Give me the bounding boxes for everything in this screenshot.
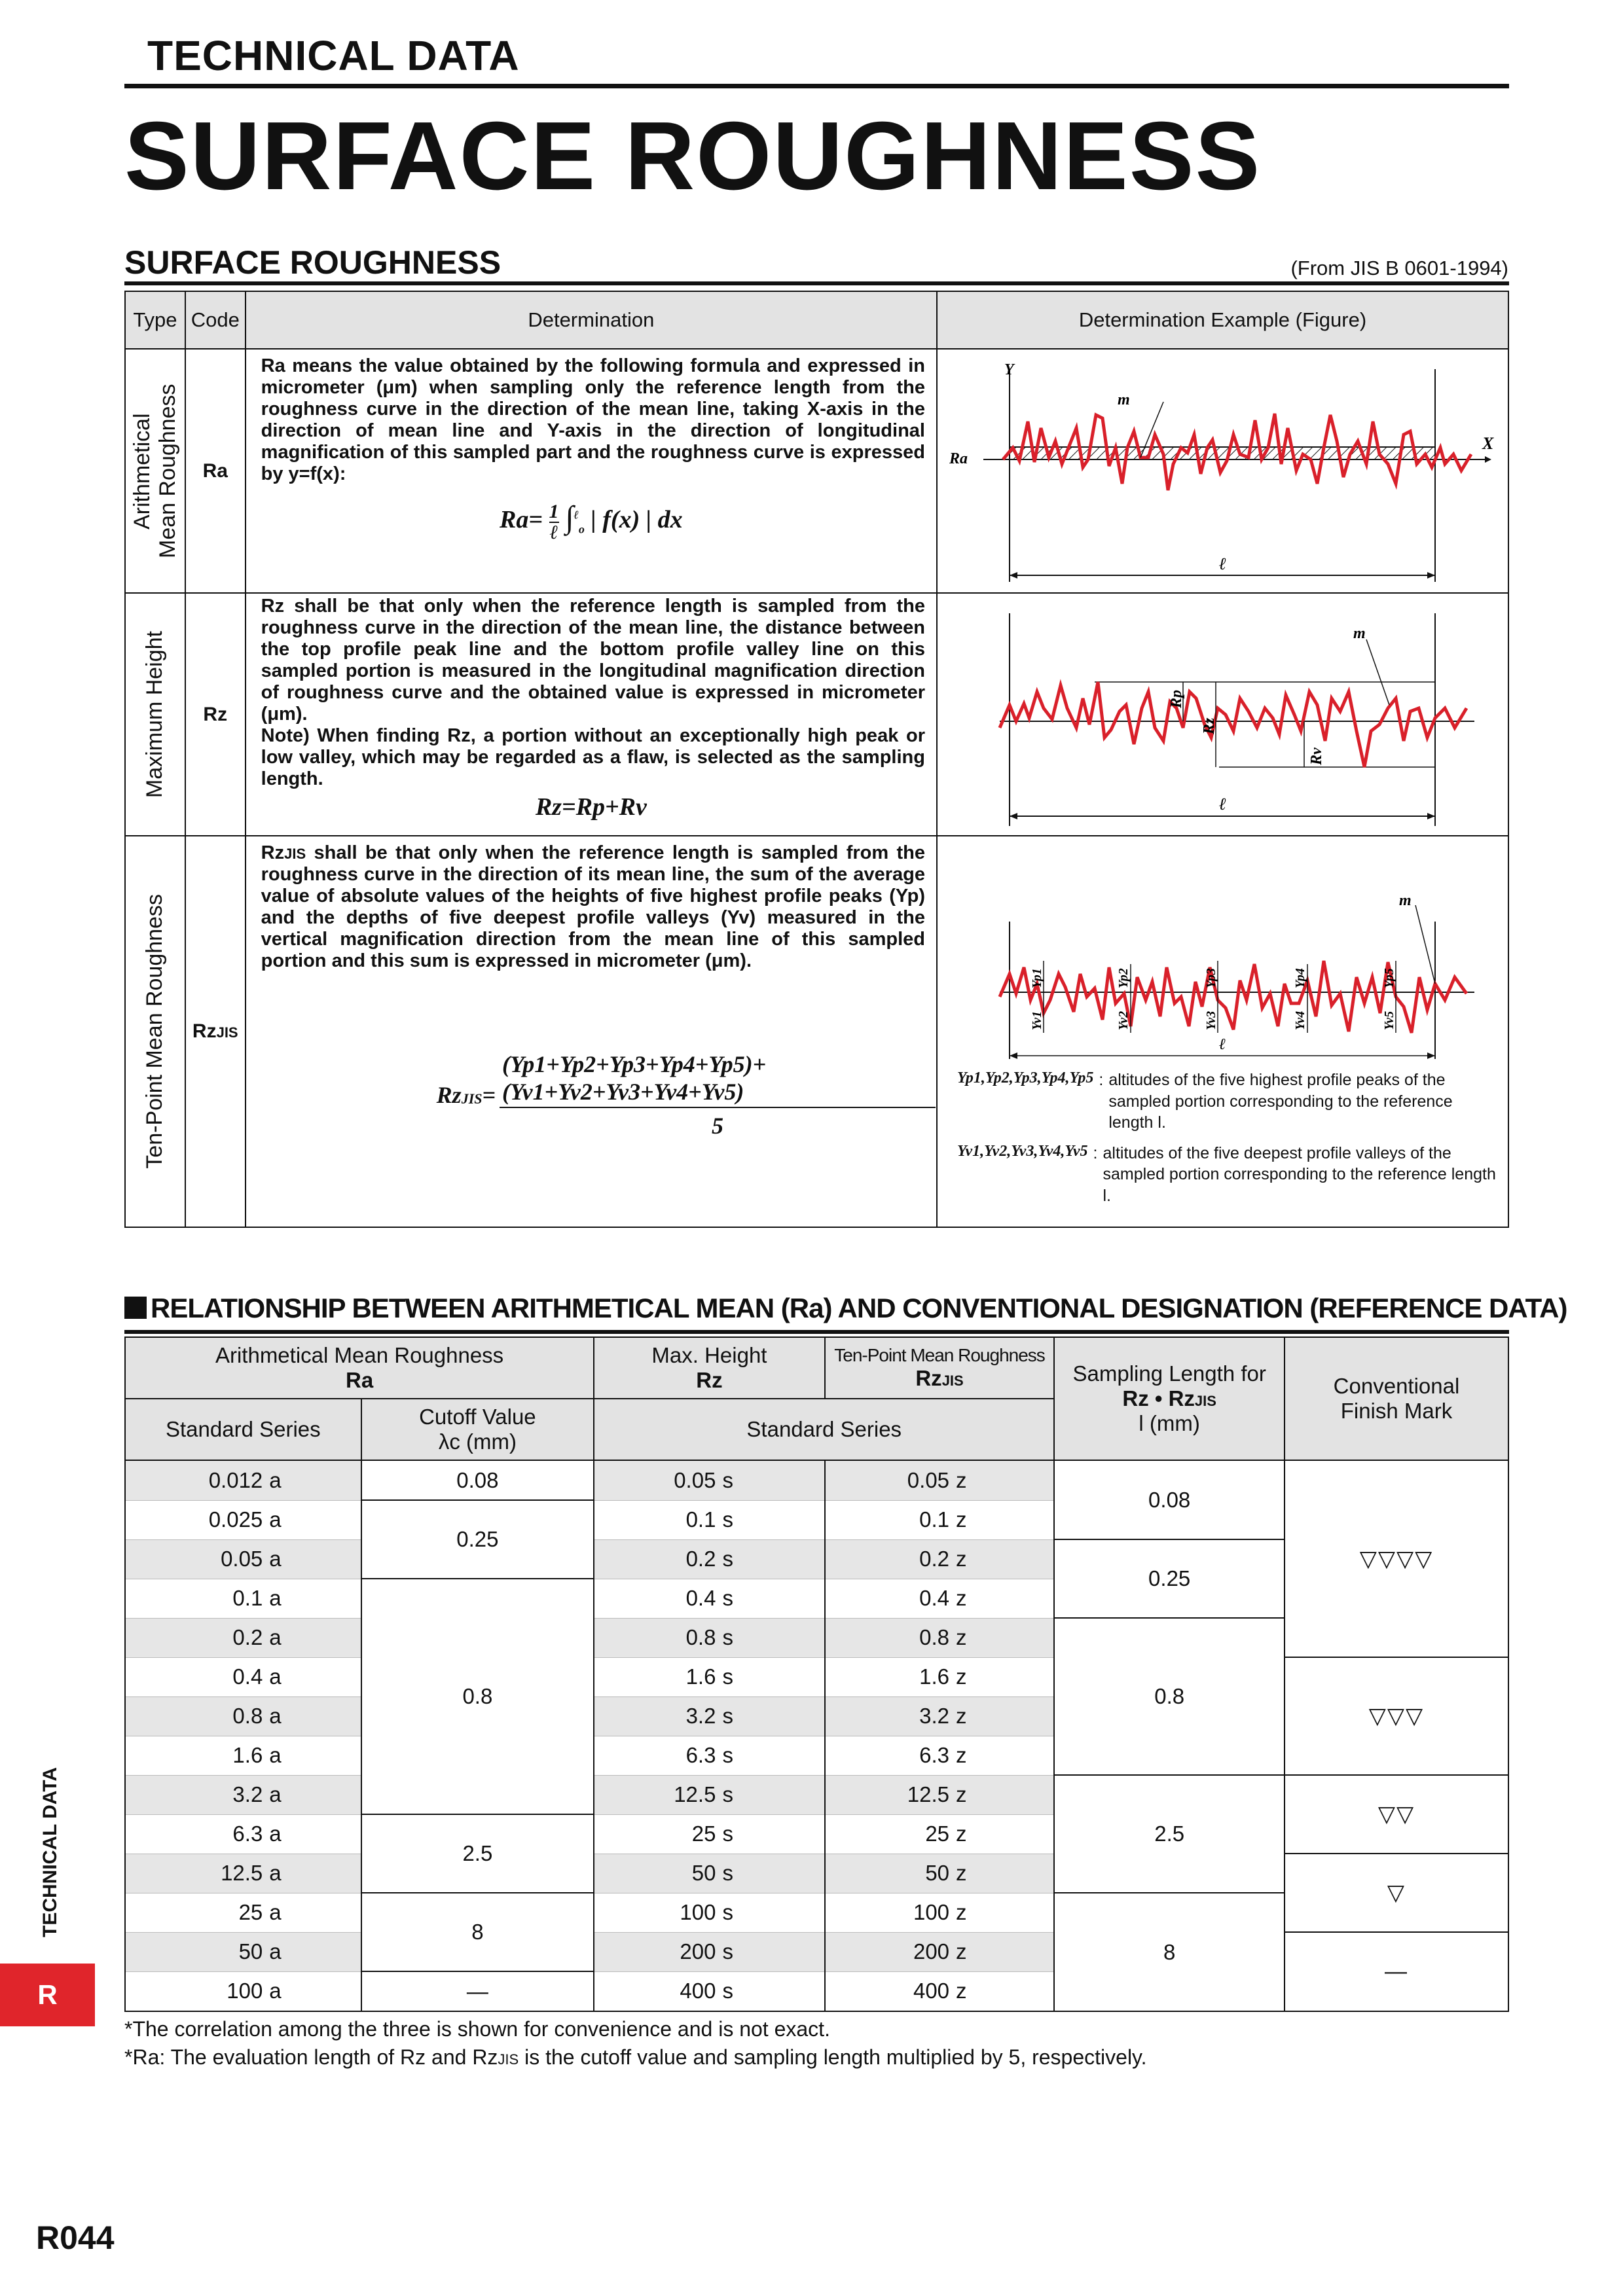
cutoff-value: 8: [361, 1893, 594, 1971]
ra-roughness-figure: [938, 350, 1508, 589]
svg-text:ℓ: ℓ: [1218, 795, 1227, 814]
page-number: R044: [36, 2219, 115, 2256]
header-sampling: Sampling Length for Rz • RzJIS l (mm): [1054, 1337, 1285, 1460]
legend-yp: Yp1,Yp2,Yp3,Yp4,Yp5 : altitudes of the five highest profile peaks of the sampled portion corresponding to the reference length l.: [957, 1069, 1453, 1132]
code-rzjis: RzJIS: [185, 836, 246, 1227]
sampling-length-value: 2.5: [1054, 1775, 1285, 1893]
rz-value: 200 s: [594, 1932, 825, 1971]
table1-header-row: [125, 291, 1508, 349]
ra-value: 12.5 a: [125, 1854, 361, 1893]
table2-title: RELATIONSHIP BETWEEN ARITHMETICAL MEAN (Ra) AND CONVENTIONAL DESIGNATION (REFERENCE DATA): [124, 1293, 1567, 1324]
type-rzjis: Ten-Point Mean Roughness: [142, 894, 168, 1169]
rp-label: Rp: [1167, 689, 1185, 708]
ra-value: 25 a: [125, 1893, 361, 1932]
ra-value: 0.1 a: [125, 1579, 361, 1618]
legend-yv: Yv1,Yv2,Yv3,Yv4,Yv5 : altitudes of the five deepest profile valleys of the sampled portion corresponding to the reference length l.: [957, 1142, 1496, 1205]
relationship-table-body: [125, 1460, 1508, 2011]
type-cell-rz: [125, 593, 185, 836]
yv1-label: Yv1: [1029, 1011, 1044, 1030]
type-rz: Maximum Height: [142, 630, 168, 798]
rz-value: 50 s: [594, 1854, 825, 1893]
ra-value: 0.05 a: [125, 1539, 361, 1579]
type-ra-line2: Mean Roughness: [155, 384, 180, 558]
m-label: m: [1117, 391, 1130, 408]
y-label: Y: [1004, 361, 1014, 378]
yp5-label: Yp5: [1381, 968, 1396, 988]
rzjis-value: 0.4 z: [825, 1579, 1055, 1618]
row-rzjis: [125, 836, 1508, 1227]
figure-ra: [937, 349, 1508, 593]
rz-formula: Rz=Rp+Rv: [535, 793, 647, 821]
roughness-definitions-table: [124, 291, 1509, 1228]
side-label: TECHNICAL DATA: [39, 1767, 61, 1937]
header-ra: Arithmetical Mean Roughness Ra: [125, 1337, 594, 1399]
rzjis-value: 0.1 z: [825, 1500, 1055, 1539]
finish-mark: ▽▽▽: [1285, 1657, 1508, 1775]
ra-value: 1.6 a: [125, 1736, 361, 1775]
rzjis-formula: Rz JIS = $\frac{(Yp1+Yp2+Yp3+Yp4+Yp5)+(Yv1+Yv2+Yv3+Yv4+Yv5)}{5}$: [247, 1050, 936, 1139]
header-cutoff: Cutoff Value λc (mm): [361, 1399, 594, 1460]
yv4-label: Yv4: [1292, 1011, 1307, 1030]
header-type: Type: [125, 291, 185, 349]
code-ra: Ra: [185, 349, 246, 593]
determination-rzjis: [246, 836, 937, 1227]
ra-value: 0.025 a: [125, 1500, 361, 1539]
roughness-curve: [1000, 961, 1467, 1033]
rzjis-value: 3.2 z: [825, 1696, 1055, 1736]
ra-value: 6.3 a: [125, 1814, 361, 1854]
rz-value: 0.05 s: [594, 1460, 825, 1500]
rz-value: 0.4 s: [594, 1579, 825, 1618]
yp3-label: Yp3: [1203, 968, 1218, 988]
rz-value: 0.8 s: [594, 1618, 825, 1657]
rz-value: 400 s: [594, 1971, 825, 2011]
rz-value: 1.6 s: [594, 1657, 825, 1696]
header-finish: Conventional Finish Mark: [1285, 1337, 1508, 1460]
rz-value: 0.1 s: [594, 1500, 825, 1539]
type-ra-line1: Arithmetical: [129, 412, 155, 529]
ra-label: Ra: [949, 450, 968, 467]
determination-ra: [246, 349, 937, 593]
rz-value: 12.5 s: [594, 1775, 825, 1814]
ra-value: 0.012 a: [125, 1460, 361, 1500]
side-tab: R: [0, 1964, 95, 2026]
table1-title: SURFACE ROUGHNESS: [124, 244, 501, 281]
header-rule: [124, 84, 1509, 88]
ra-value: 0.2 a: [125, 1618, 361, 1657]
rz-value: 100 s: [594, 1893, 825, 1932]
finish-mark: ▽▽▽▽: [1285, 1460, 1508, 1657]
ra-value: 50 a: [125, 1932, 361, 1971]
table-row: [125, 1932, 1508, 1971]
rzjis-value: 400 z: [825, 1971, 1055, 2011]
svg-text:m: m: [1353, 625, 1366, 642]
table1-rule: [124, 281, 1509, 285]
rzjis-value: 0.05 z: [825, 1460, 1055, 1500]
rz-value: 25 s: [594, 1814, 825, 1854]
ra-value: 0.4 a: [125, 1657, 361, 1696]
type-cell-ra: [125, 349, 185, 593]
table-row: [125, 1854, 1508, 1893]
rv-label: Rv: [1307, 747, 1325, 765]
header-code: Code: [185, 291, 246, 349]
finish-mark: —: [1285, 1932, 1508, 2011]
cutoff-value: —: [361, 1971, 594, 2011]
rz-note: Note) When finding Rz, a portion without an exceptionally high peak or low valley, which may be regarded as a flaw, is selected as the sampling length.: [261, 725, 925, 790]
figure-rz: [937, 593, 1508, 836]
rzjis-value: 25 z: [825, 1814, 1055, 1854]
svg-text:m: m: [1398, 892, 1412, 909]
header-example: Determination Example (Figure): [937, 291, 1508, 349]
cutoff-value: 0.08: [361, 1460, 594, 1500]
figure-rzjis: [937, 836, 1508, 1227]
rz-roughness-figure: [938, 594, 1508, 832]
sampling-length-value: 0.8: [1054, 1618, 1285, 1775]
square-bullet-icon: [124, 1297, 147, 1319]
header-std-series: Standard Series: [125, 1399, 361, 1460]
rz-value: 0.2 s: [594, 1539, 825, 1579]
table-row: [125, 1775, 1508, 1814]
roughness-curve: [1000, 682, 1467, 767]
finish-mark: ▽▽: [1285, 1775, 1508, 1854]
table1-source: (From JIS B 0601-1994): [1290, 257, 1508, 279]
rzjis-value: 1.6 z: [825, 1657, 1055, 1696]
section-header: TECHNICAL DATA: [147, 32, 520, 79]
ra-value: 100 a: [125, 1971, 361, 2011]
table-row: [125, 1657, 1508, 1696]
ra-value: 0.8 a: [125, 1696, 361, 1736]
sampling-length-value: 0.08: [1054, 1460, 1285, 1539]
type-cell-rzjis: [125, 836, 185, 1227]
yv3-label: Yv3: [1203, 1011, 1218, 1030]
header-std-series2: Standard Series: [594, 1399, 1054, 1460]
rzjis-description: RzJIS shall be that only when the reference length is sampled from the roughness curve in the direction of its mean line, the sum of the average value of absolute values of the heights of five highest profile peaks (Yp) and the depths of five deepest profile valleys (Yv) measured in the vertical magnification direction from the mean line of this sampled portion and this sum is expressed in micrometer (μm).: [261, 842, 925, 972]
rzjis-value: 50 z: [825, 1854, 1055, 1893]
cutoff-value: 0.8: [361, 1579, 594, 1814]
code-rz: Rz: [185, 593, 246, 836]
cutoff-value: 2.5: [361, 1814, 594, 1893]
header-rz: Max. Height Rz: [594, 1337, 825, 1399]
rzjis-value: 200 z: [825, 1932, 1055, 1971]
row-ra: [125, 349, 1508, 593]
ra-band: [1010, 447, 1435, 459]
ra-formula: Ra= 1 ℓ ∫$^\ell_o$ | f(x) | dx: [500, 500, 683, 543]
determination-rz: [246, 593, 937, 836]
rz-label: Rz: [1200, 717, 1218, 734]
rzjis-value: 6.3 z: [825, 1736, 1055, 1775]
cutoff-value: 0.25: [361, 1500, 594, 1579]
yp4-label: Yp4: [1292, 968, 1307, 988]
yp2-label: Yp2: [1116, 968, 1131, 988]
yv5-label: Yv5: [1381, 1011, 1396, 1030]
rz-value: 6.3 s: [594, 1736, 825, 1775]
row-rz: [125, 593, 1508, 836]
ra-description: Ra means the value obtained by the following formula and expressed in micrometer (μm) when sampling only the reference length from the roughness curve in the direction of the mean line, taking X-axis in the direction of mean line and Y-axis in the direction of longitudinal magnification of this sampled part and the roughness curve is expressed by y=f(x):: [261, 355, 925, 485]
yp1-label: Yp1: [1029, 968, 1044, 988]
svg-text:ℓ: ℓ: [1218, 1036, 1226, 1053]
rzjis-roughness-figure: [938, 836, 1508, 1066]
relationship-table: [124, 1336, 1509, 2012]
note-1: *The correlation among the three is shown for convenience and is not exact.: [124, 2017, 830, 2041]
header-determination: Determination: [246, 291, 937, 349]
finish-mark: ▽: [1285, 1854, 1508, 1932]
sampling-length-value: 0.25: [1054, 1539, 1285, 1618]
rzjis-value: 0.2 z: [825, 1539, 1055, 1579]
rzjis-value: 0.8 z: [825, 1618, 1055, 1657]
l-label: ℓ: [1218, 554, 1227, 573]
sampling-length-value: 8: [1054, 1893, 1285, 2011]
rz-value: 3.2 s: [594, 1696, 825, 1736]
x-label: X: [1482, 434, 1494, 453]
note-2: *Ra: The evaluation length of Rz and RzJIS is the cutoff value and sampling length multiplied by 5, respectively.: [124, 2045, 1147, 2069]
yv2-label: Yv2: [1116, 1011, 1131, 1030]
rzjis-value: 100 z: [825, 1893, 1055, 1932]
ra-value: 3.2 a: [125, 1775, 361, 1814]
table-row: [125, 1460, 1508, 1500]
table2-rule: [124, 1330, 1509, 1334]
header-rzjis: Ten-Point Mean Roughness RzJIS: [825, 1337, 1055, 1399]
rzjis-value: 12.5 z: [825, 1775, 1055, 1814]
rz-description: Rz shall be that only when the reference length is sampled from the roughness curve in the direction of the mean line, the distance between the top profile peak line and the bottom profile valley line on this sampled portion is measured in the longitudinal magnification direction of roughness curve and the obtained value is expressed in micrometer (μm).: [261, 596, 925, 725]
page-title: SURFACE ROUGHNESS: [124, 102, 1262, 210]
